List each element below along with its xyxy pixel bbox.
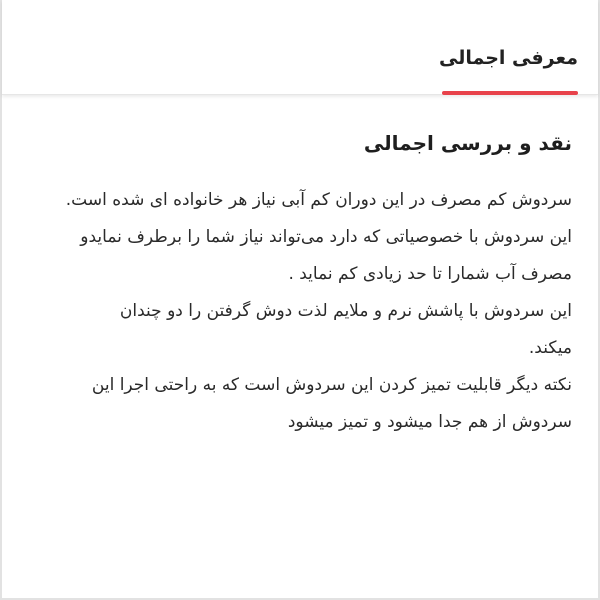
active-tab-indicator xyxy=(442,91,578,95)
tab-bar xyxy=(2,0,598,95)
description-line: این سردوش با خصوصیاتی که دارد می‌تواند نیاز شما را برطرف نمایدو xyxy=(80,227,572,247)
description-paragraph xyxy=(28,182,572,441)
tab-overview-label: معرفی اجمالی xyxy=(438,47,578,69)
description-line: سردوش کم مصرف در این دوران کم آبی نیاز هر خانواده ای شده است. xyxy=(65,190,572,210)
description-line: میکند. xyxy=(528,338,572,358)
description-line: سردوش از هم جدا میشود و تمیز میشود xyxy=(287,412,572,432)
tab-overview[interactable] xyxy=(438,38,578,92)
review-content xyxy=(28,118,572,441)
description-line: نکته دیگر قابلیت تمیز کردن این سردوش است که به راحتی اجرا این xyxy=(91,375,572,395)
section-title: نقد و بررسی اجمالی xyxy=(363,131,572,155)
description-line: این سردوش با پاشش نرم و ملایم لذت دوش گرفتن را دو چندان xyxy=(119,301,572,321)
description-line: مصرف آب شمارا تا حد زیادی کم نماید . xyxy=(288,264,572,284)
